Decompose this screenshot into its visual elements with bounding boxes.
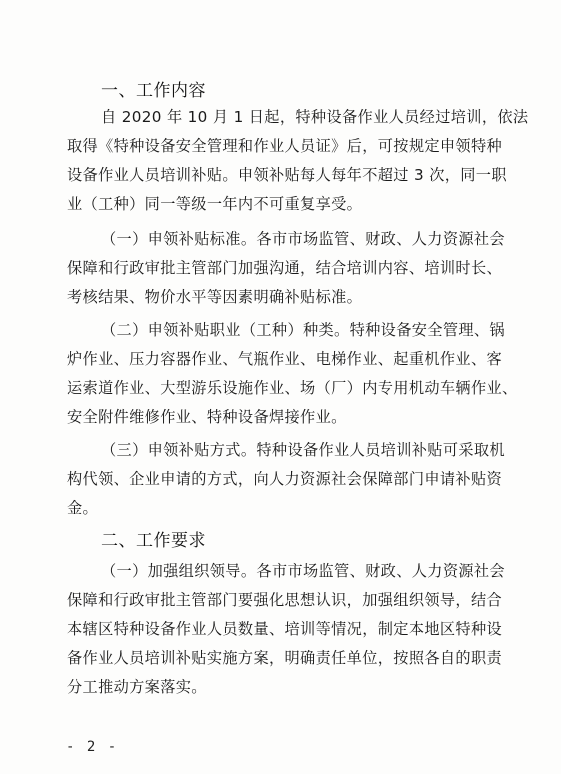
- paragraph-line: （一）加强组织领导。各市市场监管、财政、人力资源社会: [101, 562, 505, 580]
- paragraph-occupation-types: [67, 316, 518, 432]
- paragraph-intro: [67, 103, 529, 219]
- paragraph-line: 分工推动方案落实。: [67, 678, 207, 696]
- paragraph-subsidy-standard: [67, 225, 505, 312]
- paragraph-line: 自 2020 年 10 月 1 日起，特种设备作业人员经过培训，依法: [101, 108, 529, 126]
- paragraph-line: 保障和行政审批主管部门要强化思想认识，加强组织领导，结合: [67, 591, 503, 609]
- paragraph-line: （一）申领补贴标准。各市市场监管、财政、人力资源社会: [101, 230, 505, 248]
- page-number: - 2 -: [66, 739, 119, 755]
- paragraph-line: 安全附件维修作业、特种设备焊接作业。: [67, 408, 347, 426]
- paragraph-line: （三）申领补贴方式。特种设备作业人员培训补贴可采取机: [101, 441, 505, 459]
- paragraph-line: （二）申领补贴职业（工种）种类。特种设备安全管理、锅: [101, 321, 505, 339]
- paragraph-line: 业（工种）同一等级一年内不可重复享受。: [67, 195, 363, 213]
- paragraph-organization-leadership: [67, 557, 505, 702]
- section-heading-1: 一、工作内容: [101, 81, 206, 101]
- paragraph-subsidy-method: [67, 436, 505, 523]
- paragraph-line: 炉作业、压力容器作业、气瓶作业、电梯作业、起重机作业、客: [67, 350, 503, 368]
- paragraph-line: 本辖区特种设备作业人员数量、培训等情况，制定本地区特种设: [67, 620, 503, 638]
- paragraph-line: 考核结果、物价水平等因素明确补贴标准。: [67, 288, 363, 306]
- paragraph-line: 金。: [67, 499, 99, 517]
- paragraph-line: 构代领、企业申请的方式，向人力资源社会保障部门申请补贴资: [67, 470, 503, 488]
- paragraph-line: 取得《特种设备安全管理和作业人员证》后，可按规定申领特种: [67, 137, 503, 155]
- paragraph-line: 设备作业人员培训补贴。申领补贴每人每年不超过 3 次，同一职: [67, 166, 507, 184]
- section-heading-2: 二、工作要求: [101, 531, 206, 551]
- paragraph-line: 备作业人员培训补贴实施方案，明确责任单位，按照各自的职责: [67, 649, 503, 667]
- paragraph-line: 保障和行政审批主管部门加强沟通，结合培训内容、培训时长、: [67, 259, 503, 277]
- paragraph-line: 运索道作业、大型游乐设施作业、场（厂）内专用机动车辆作业、: [67, 379, 518, 397]
